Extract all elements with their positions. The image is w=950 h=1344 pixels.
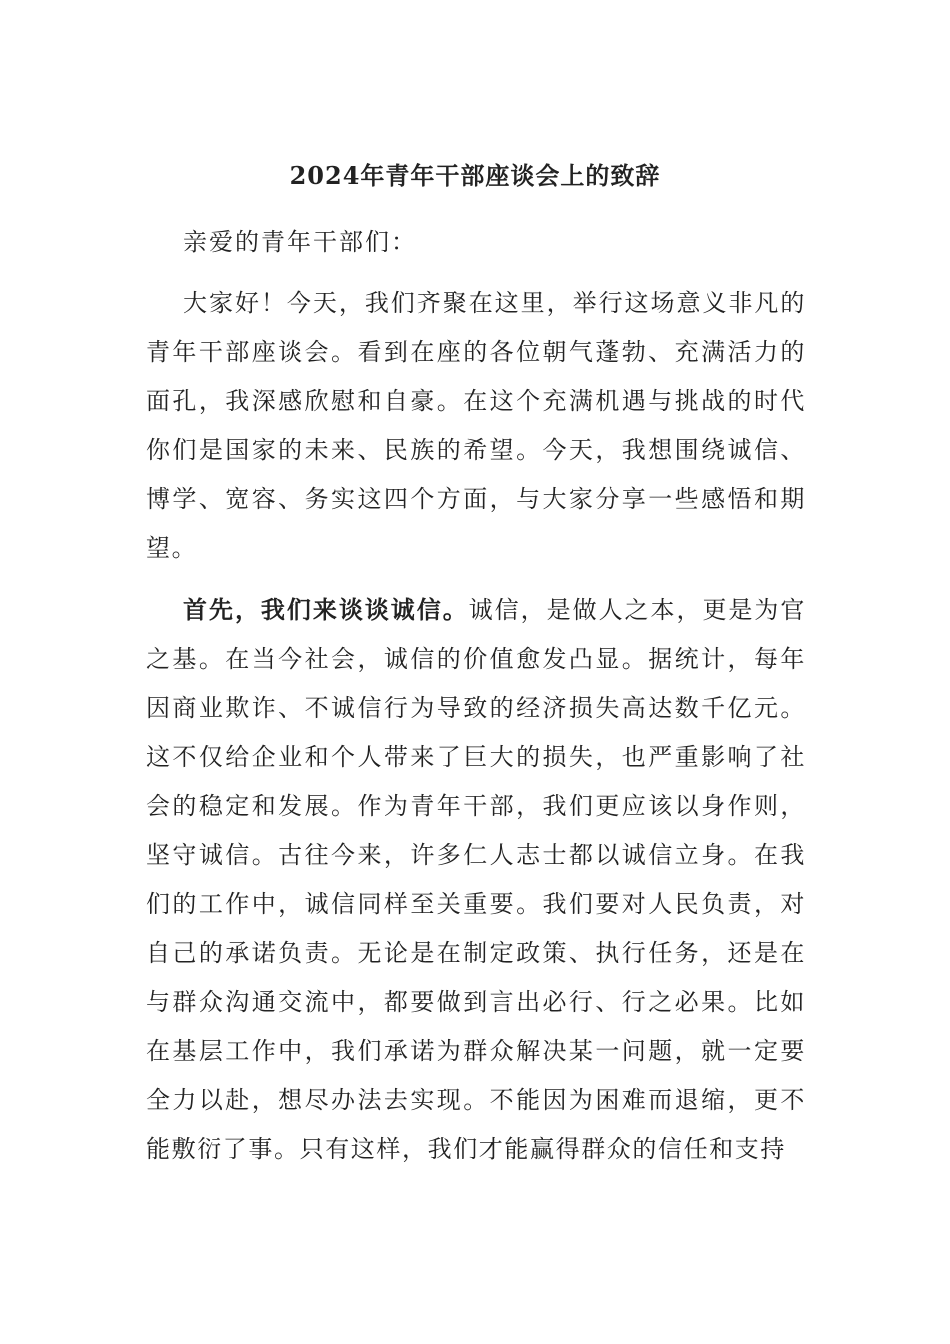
paragraph-integrity [146, 585, 806, 1174]
paragraph-lead: 首先，我们来谈谈诚信。 [183, 595, 469, 624]
salutation: 亲爱的青年干部们： [183, 228, 417, 256]
paragraph-text: 诚信，是做人之本，更是为官之基。在当今社会，诚信的价值愈发凸显。据统计，每年因商业欺诈、不诚信行为导致的经济损失高达数千亿元。这不仅给企业和个人带来了巨大的损失，也严重影响了社会的稳定和发展。作为青年干部，我们更应该以身作则，坚守诚信。古往今来，许多仁人志士都以诚信立身。在我们的工作中，诚信同样至关重要。我们要对人民负责，对自己的承诺负责。无论是在制定政策、执行任务，还是在与群众沟通交流中，都要做到言出必行、行之必果。比如在基层工作中，我们承诺为群众解决某一问题，就一定要全力以赴，想尽办法去实现。不能因为困难而退缩，更不能敷衍了事。只有这样，我们才能赢得群众的信任和支持 [146, 596, 806, 1163]
document-title: 2024年青年干部座谈会上的致辞 [289, 161, 661, 190]
paragraph-greeting [146, 279, 806, 573]
paragraph-text: 大家好！今天，我们齐聚在这里，举行这场意义非凡的青年干部座谈会。看到在座的各位朝气蓬勃、充满活力的面孔，我深感欣慰和自豪。在这个充满机遇与挑战的时代你们是国家的未来、民族的希望。今天，我想围绕诚信、博学、宽容、务实这四个方面，与大家分享一些感悟和期望。 [146, 289, 806, 562]
